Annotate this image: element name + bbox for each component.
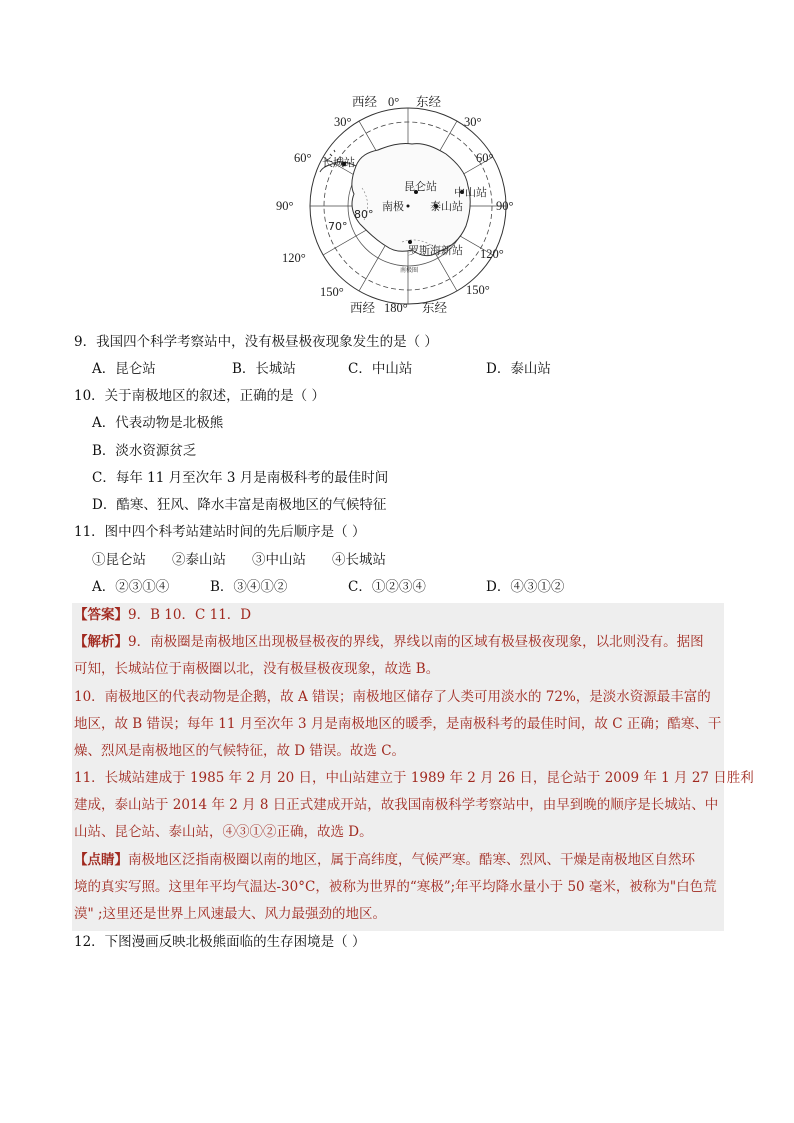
q9-stem: 9．我国四个科学考察站中，没有极昼极夜现象发生的是（ ） [74, 334, 438, 350]
analysis-line-2: 可知，长城站位于南极圈以北，没有极昼极夜现象，故选 B。 [74, 661, 440, 677]
label-rossi: 罗斯海新站 [408, 244, 463, 257]
label-90w: 90° [276, 199, 294, 213]
label-30w: 30° [334, 115, 352, 129]
label-60w: 60° [294, 151, 312, 165]
q10-option-d: D．酷寒、狂风、降水丰富是南极地区的气候特征 [92, 497, 387, 513]
q10-option-b: B．淡水资源贫乏 [92, 443, 197, 459]
q11-option-b: B．③④①② [210, 579, 288, 595]
q9-option-c: C．中山站 [348, 361, 413, 377]
analysis-line-7: 建成，泰山站于 2014 年 2 月 8 日正式建成开站，故我国南极科学考察站中，由早到晚的顺序是长城站、中 [74, 797, 719, 813]
analysis-line-5: 燥、烈风是南极地区的气候特征，故 D 错误。故选 C。 [74, 743, 406, 759]
q11-option-a: A．②③①④ [92, 579, 170, 595]
note-tag: 【点睛】 [74, 852, 128, 868]
label-150e: 150° [466, 283, 490, 297]
label-east-bottom: 东经 [422, 301, 448, 315]
q10-stem: 10．关于南极地区的叙述，正确的是（ ） [74, 388, 325, 404]
analysis-line-6: 11．长城站建成于 1985 年 2 月 20 日，中山站建立于 1989 年 2 月 26 日，昆仑站于 2009 年 1 月 27 日胜利 [74, 770, 754, 786]
q11-option-c: C．①②③④ [348, 579, 426, 595]
label-180: 180° [384, 301, 408, 315]
label-30e: 30° [464, 115, 482, 129]
label-lat-70: 70° [328, 220, 348, 233]
antarctica-map-svg [276, 92, 530, 322]
q9-option-b: B．长城站 [232, 361, 296, 377]
q11-option-d: D．④③①② [486, 579, 565, 595]
q9-option-d: D．泰山站 [486, 361, 551, 377]
label-changcheng: 长城站 [322, 156, 355, 169]
analysis-tag: 【解析】 [74, 634, 128, 650]
q10-option-c: C．每年 11 月至次年 3 月是南极科考的最佳时间 [92, 470, 389, 486]
q12-stem: 12．下图漫画反映北极熊面临的生存困境是（ ） [74, 934, 366, 950]
label-120w: 120° [282, 251, 306, 265]
q11-stem: 11．图中四个科考站建站时间的先后顺序是（ ） [74, 524, 366, 540]
analysis-text-1: 9．南极圈是南极地区出现极昼极夜的界线，界线以南的区域有极昼极夜现象，以北则没有。据图 [128, 634, 704, 650]
q11-item-4: ④长城站 [332, 552, 386, 568]
q10-option-a: A．代表动物是北极熊 [92, 415, 224, 431]
label-0: 0° [388, 95, 400, 109]
label-taishan: 泰山站 [430, 200, 463, 213]
label-kunlun: 昆仑站 [404, 180, 437, 193]
q11-item-1: ①昆仑站 [92, 552, 146, 568]
note-line-2: 境的真实写照。这里年平均气温达-30°C，被称为世界的“寒极”;年平均降水量小于 50 毫米，被称为"白色荒 [74, 879, 717, 895]
note-line-1 [74, 850, 695, 870]
label-90e: 90° [496, 199, 514, 213]
label-150w: 150° [320, 285, 344, 299]
answer-line [74, 605, 251, 625]
label-west-top: 西经 [352, 95, 378, 109]
q9-option-a: A．昆仑站 [92, 361, 156, 377]
analysis-line-8: 山站、昆仑站、泰山站，④③①②正确，故选 D。 [74, 824, 373, 840]
label-west-bottom: 西经 [350, 301, 376, 315]
label-zhongshan: 中山站 [454, 186, 487, 199]
note-line-3: 漠" ;这里还是世界上风速最大、风力最强劲的地区。 [74, 906, 387, 922]
q11-item-2: ②泰山站 [172, 552, 226, 568]
south-pole-dot [407, 205, 410, 208]
analysis-line-4: 地区，故 B 错误；每年 11 月至次年 3 月是南极地区的暖季，是南极科考的最佳时间，故 C 正确；酷寒、干 [74, 716, 722, 732]
answer-text: 9．B 10．C 11．D [128, 607, 252, 623]
antarctica-map [276, 92, 530, 322]
analysis-line-1 [74, 632, 704, 652]
q11-item-3: ③中山站 [252, 552, 306, 568]
label-south-pole: 南极 [382, 200, 404, 213]
label-60e: 60° [476, 151, 494, 165]
note-text-1: 南极地区泛指南极圈以南的地区，属于高纬度，气候严寒。酷寒、烈风、干燥是南极地区自然环 [128, 852, 695, 868]
label-east-top: 东经 [416, 95, 442, 109]
label-antarctic-circle: 南极圈 [400, 267, 419, 274]
answer-tag: 【答案】 [74, 607, 128, 623]
analysis-line-3: 10．南极地区的代表动物是企鹅，故 A 错误；南极地区储存了人类可用淡水的 72%，是淡水资源最丰富的 [74, 689, 711, 705]
label-lat-80: 80° [354, 208, 374, 221]
label-120e: 120° [480, 247, 504, 261]
